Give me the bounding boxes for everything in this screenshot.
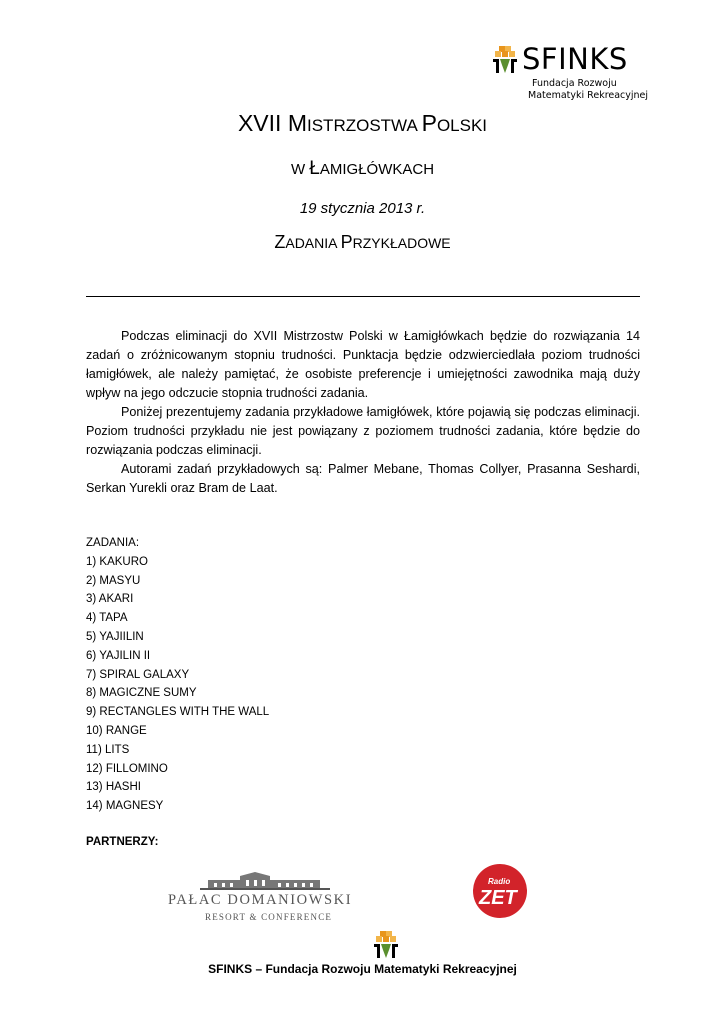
list-item: 10) RANGE bbox=[86, 724, 147, 737]
intro-paragraph-2: Poniżej prezentujemy zadania przykładowe łamigłówek, które pojawią się podczas eliminacji. Poziom trudności przykładu nie jest powiązany z poziomem trudności zadania, które będzie do rozwiązania podczas eliminacji. bbox=[86, 405, 640, 457]
horizontal-divider bbox=[86, 296, 640, 297]
footer-text: SFINKS – Fundacja Rozwoju Matematyki Rekreacyjnej bbox=[208, 962, 517, 976]
list-item: 3) AKARI bbox=[86, 593, 134, 606]
task-list bbox=[86, 534, 269, 816]
palace-building-icon bbox=[160, 868, 370, 892]
palac-subtitle: RESORT & CONFERENCE bbox=[205, 912, 333, 922]
palac-name: PAŁAC DOMANIOWSKI bbox=[168, 892, 353, 908]
intro-paragraph-3: Autorami zadań przykładowych są: Palmer Mebane, Thomas Collyer, Prasanna Seshardi, Serkan Yurekli oraz Bram de Laat. bbox=[86, 462, 640, 495]
intro-text bbox=[86, 327, 640, 498]
list-item: 9) RECTANGLES WITH THE WALL bbox=[86, 706, 270, 719]
list-item: 14) MAGNESY bbox=[86, 800, 164, 813]
list-item: 4) TAPA bbox=[86, 612, 128, 625]
sfinks-footer-emblem-icon bbox=[369, 930, 403, 960]
intro-paragraph-1: Podczas eliminacji do XVII Mistrzostw Polski w Łamigłówkach będzie do rozwiązania 14 zadań o zróżnicowanym stopniu trudności. Punktacja będzie odzwierciedlała poziom trudności łamigłówek, ale należy pamiętać, że osobiste preferencje i umiejętności zawodnika mają duży wpływ na jego odczucie stopnia trudności zadania. bbox=[86, 329, 640, 400]
event-date: 19 stycznia 2013 r. bbox=[299, 200, 426, 217]
logo-subtitle-2: Matematyki Rekreacyjnej bbox=[528, 90, 649, 101]
partners-label: PARTNERZY: bbox=[86, 836, 159, 848]
logo-subtitle-1: Fundacja Rozwoju bbox=[532, 78, 617, 89]
sfinks-logo bbox=[490, 42, 649, 104]
document-subtitle: W ŁAMIGŁÓWKACH bbox=[290, 158, 435, 179]
list-item: 13) HASHI bbox=[86, 781, 141, 794]
radio-zet-name: ZET bbox=[479, 887, 517, 909]
list-item: 11) LITS bbox=[86, 743, 130, 756]
task-list-heading: ZADANIA: bbox=[86, 537, 140, 549]
list-item: 7) SPIRAL GALAXY bbox=[86, 668, 190, 681]
palac-domaniowski-logo bbox=[160, 868, 370, 924]
sfinks-emblem-icon bbox=[490, 45, 520, 75]
logo-name: SFINKS bbox=[522, 42, 628, 76]
list-item: 6) YAJILIN II bbox=[86, 649, 151, 662]
document-title: XVII MISTRZOSTWA POLSKI bbox=[237, 110, 488, 136]
radio-zet-label: Radio bbox=[488, 877, 511, 886]
list-item: 12) FILLOMINO bbox=[86, 762, 168, 775]
radio-zet-logo bbox=[470, 862, 530, 920]
section-heading: ZADANIA PRZYKŁADOWE bbox=[274, 232, 451, 252]
list-item: 1) KAKURO bbox=[86, 555, 148, 568]
list-item: 5) YAJIILIN bbox=[86, 630, 144, 643]
list-item: 2) MASYU bbox=[86, 574, 141, 587]
list-item: 8) MAGICZNE SUMY bbox=[86, 687, 197, 700]
